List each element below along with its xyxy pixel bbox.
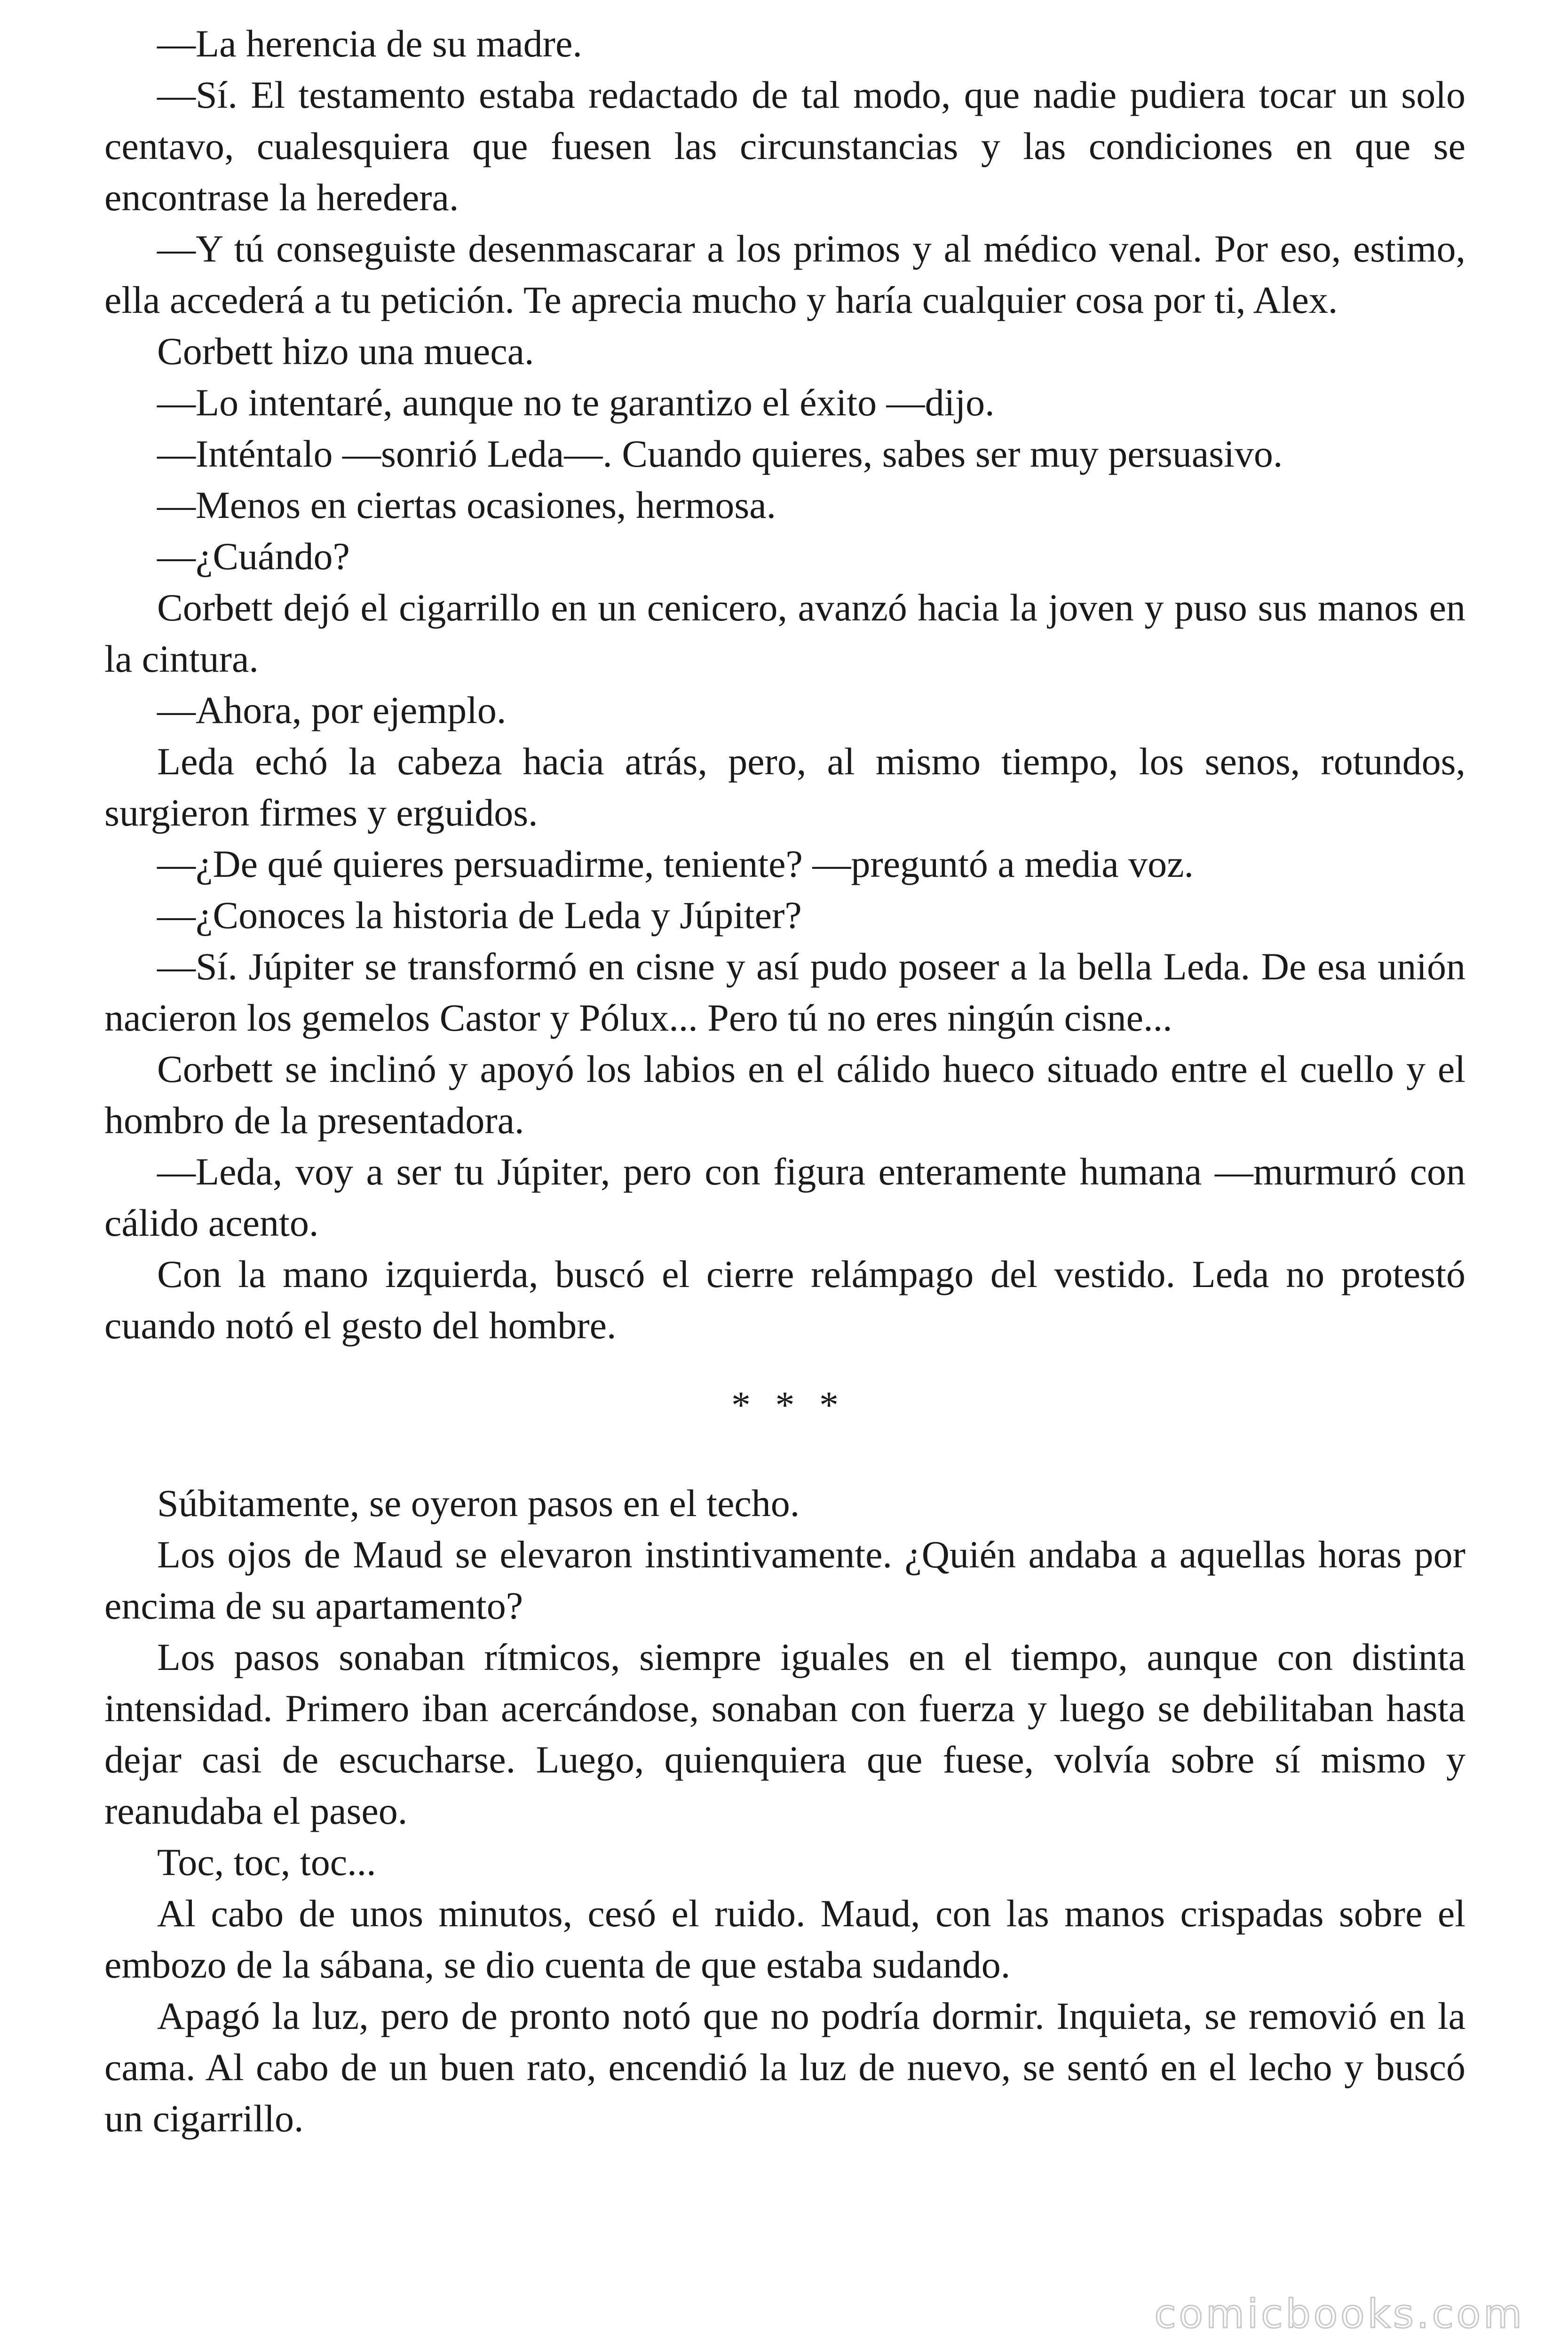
- paragraph: Apagó la luz, pero de pronto notó que no podría dormir. Inquieta, se removió en la cama. Al cabo de un buen rato, encendió la luz de nuevo, se sentó en el lecho y buscó un cigarrillo.: [104, 1994, 1465, 2140]
- scene-separator: * * *: [731, 1383, 846, 1426]
- watermark: comicbooks.com: [1154, 2291, 1525, 2337]
- paragraph: —Lo intentaré, aunque no te garantizo el éxito —dijo.: [157, 381, 995, 424]
- paragraph: —La herencia de su madre.: [157, 22, 582, 65]
- paragraph: —Sí. Júpiter se transformó en cisne y así pudo poseer a la bella Leda. De esa unión nacieron los gemelos Castor y Pólux... Pero tú no eres ningún cisne...: [104, 945, 1465, 1039]
- paragraph: —Y tú conseguiste desenmascarar a los primos y al médico venal. Por eso, estimo, ella accederá a tu petición. Te aprecia mucho y haría cualquier cosa por ti, Alex.: [104, 227, 1465, 321]
- paragraph: Al cabo de unos minutos, cesó el ruido. Maud, con las manos crispadas sobre el embozo de la sábana, se dio cuenta de que estaba sudando.: [104, 1892, 1465, 1986]
- paragraph: Corbett hizo una mueca.: [157, 330, 534, 373]
- paragraph: —¿Conoces la historia de Leda y Júpiter?: [157, 894, 802, 937]
- text-block-before: [104, 18, 1465, 1351]
- paragraph: Los pasos sonaban rítmicos, siempre iguales en el tiempo, aunque con distinta intensidad. Primero iban acercándose, sonaban con fuerza y luego se debilitaban hasta dejar casi de escucharse. Luego, quienquiera que fuese, volvía sobre sí mismo y reanudaba el paseo.: [104, 1636, 1465, 1832]
- paragraph: Los ojos de Maud se elevaron instintivamente. ¿Quién andaba a aquellas horas por encima de su apartamento?: [104, 1533, 1465, 1627]
- paragraph: —Leda, voy a ser tu Júpiter, pero con figura enteramente humana —murmuró con cálido acento.: [104, 1150, 1465, 1244]
- paragraph: Toc, toc, toc...: [157, 1841, 376, 1883]
- paragraph: —Sí. El testamento estaba redactado de tal modo, que nadie pudiera tocar un solo centavo, cualesquiera que fuesen las circunstancias y las condiciones en que se encontrase la heredera.: [104, 73, 1465, 219]
- text-block-after: [104, 1478, 1465, 2144]
- paragraph: Leda echó la cabeza hacia atrás, pero, al mismo tiempo, los senos, rotundos, surgieron firmes y erguidos.: [104, 740, 1465, 834]
- paragraph: —Ahora, por ejemplo.: [157, 689, 507, 731]
- paragraph: —¿De qué quieres persuadirme, teniente? —preguntó a media voz.: [157, 842, 1194, 885]
- paragraph: Corbett dejó el cigarrillo en un cenicero, avanzó hacia la joven y puso sus manos en la cintura.: [104, 586, 1465, 680]
- document-page: [104, 18, 1465, 2144]
- paragraph: —Inténtalo —sonrió Leda—. Cuando quieres, sabes ser muy persuasivo.: [157, 432, 1283, 475]
- paragraph: —¿Cuándo?: [157, 535, 350, 578]
- paragraph: Súbitamente, se oyeron pasos en el techo.: [157, 1482, 800, 1525]
- paragraph: Con la mano izquierda, buscó el cierre relámpago del vestido. Leda no protestó cuando notó el gesto del hombre.: [104, 1253, 1465, 1347]
- paragraph: —Menos en ciertas ocasiones, hermosa.: [157, 484, 776, 526]
- paragraph: Corbett se inclinó y apoyó los labios en el cálido hueco situado entre el cuello y el hombro de la presentadora.: [104, 1048, 1465, 1142]
